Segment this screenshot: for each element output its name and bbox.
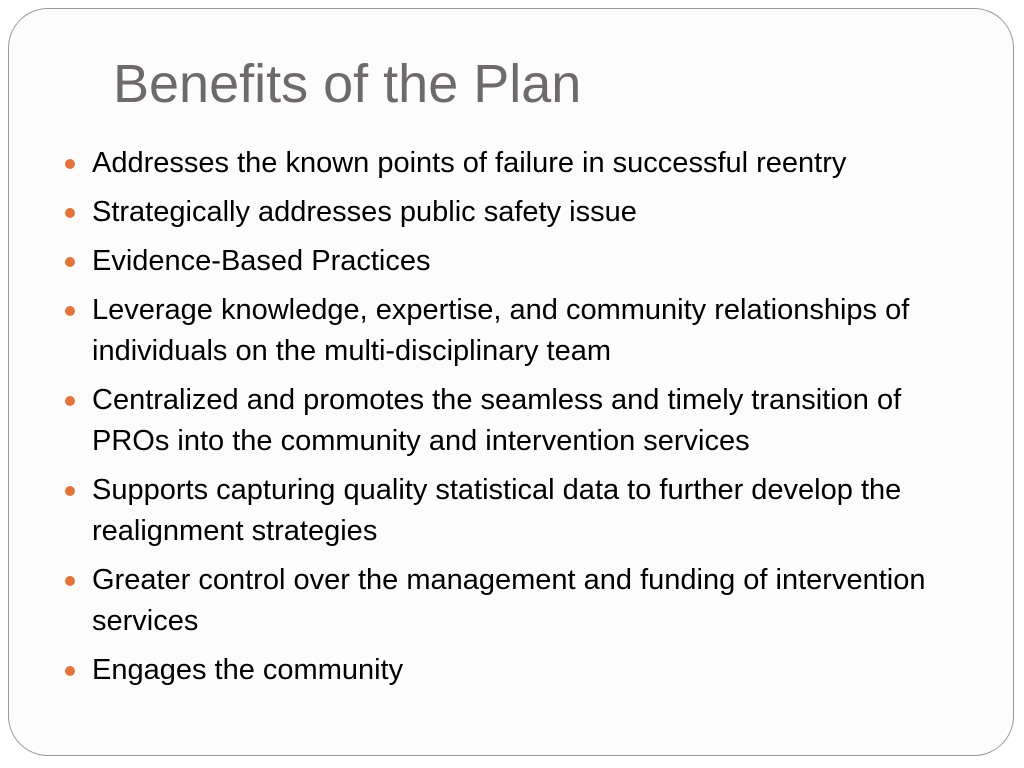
bullet-item — [62, 143, 962, 184]
bullet-dot-icon — [65, 576, 75, 586]
bullet-text: Addresses the known points of failure in successful reentry — [92, 147, 847, 179]
bullet-item — [62, 380, 962, 462]
bullet-dot-icon — [65, 208, 75, 218]
bullet-item — [62, 560, 962, 642]
slide-title: Benefits of the Plan — [113, 54, 582, 114]
bullet-text: Centralized and promotes the seamless and timely transition of PROs into the community and intervention services — [92, 384, 902, 457]
bullet-text: Strategically addresses public safety issue — [92, 196, 637, 228]
bullet-text: Supports capturing quality statistical data to further develop the realignment strategies — [92, 474, 902, 547]
bullet-text: Evidence-Based Practices — [92, 245, 431, 277]
bullet-dot-icon — [65, 666, 75, 676]
bullet-item — [62, 470, 962, 552]
bullet-item — [62, 241, 962, 282]
bullet-text: Engages the community — [92, 654, 404, 686]
bullet-text: Greater control over the management and funding of intervention services — [92, 564, 926, 637]
bullet-dot-icon — [65, 306, 75, 316]
bullet-item — [62, 290, 962, 372]
bullet-dot-icon — [65, 257, 75, 267]
bullet-dot-icon — [65, 396, 75, 406]
bullet-item — [62, 650, 962, 691]
bullet-dot-icon — [65, 486, 75, 496]
bullet-text: Leverage knowledge, expertise, and community relationships of individuals on the multi-disciplinary team — [92, 294, 910, 367]
bullet-list — [62, 143, 962, 699]
bullet-item — [62, 192, 962, 233]
bullet-dot-icon — [65, 159, 75, 169]
